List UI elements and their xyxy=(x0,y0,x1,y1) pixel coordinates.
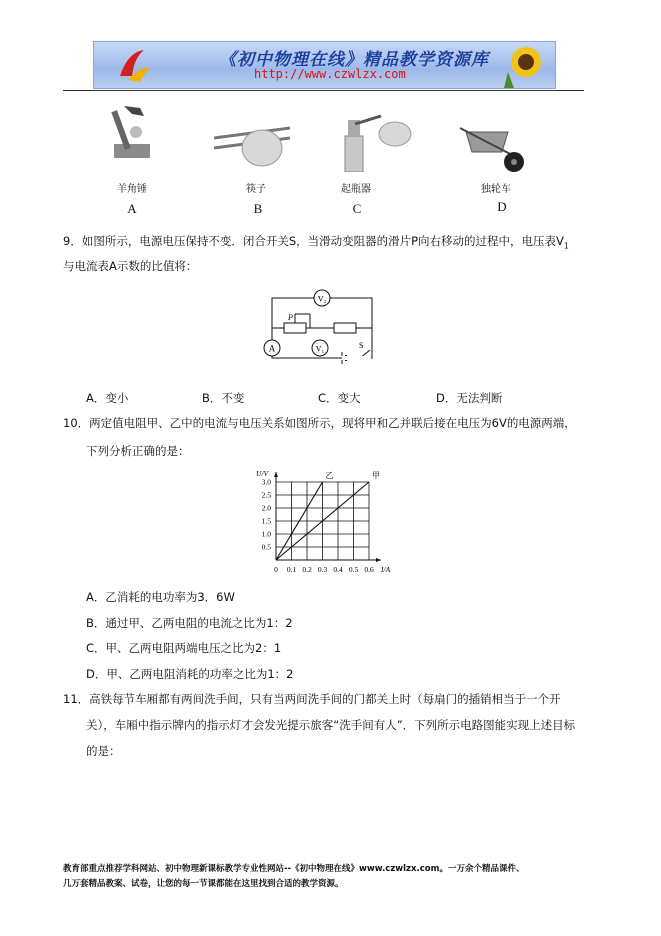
x-tick-label: 0.2 xyxy=(302,565,312,574)
x-tick-label: 0.3 xyxy=(317,565,328,574)
banner-title: 《初中物理在线》精品教学资源库 xyxy=(219,50,489,70)
banner-url[interactable]: http://www.czwlzx.com xyxy=(254,67,406,81)
ammeter-label: A xyxy=(268,343,276,354)
sunflower-icon xyxy=(494,42,554,88)
q9-option-c: C．变大 xyxy=(318,391,361,405)
q9-option-a: A．变小 xyxy=(86,391,129,405)
q10-option-b: B．通过甲、乙两电阻的电流之比为1：2 xyxy=(86,616,293,630)
tool-letter-a: A xyxy=(127,201,137,216)
y-axis-label: U/V xyxy=(256,469,269,478)
wheelbarrow-icon xyxy=(458,118,528,176)
claw-hammer-icon xyxy=(110,100,150,170)
x-tick-label: 0.4 xyxy=(333,565,343,574)
q10-line1: 10．两定值电阻甲、乙中的电流与电压关系如图所示，现将甲和乙并联后接在电压为6V的电源两端， xyxy=(63,416,576,430)
switch-s-label: S xyxy=(359,341,364,350)
x-axis-arrow xyxy=(376,558,381,562)
v1-meter-label: V₁ xyxy=(315,344,325,354)
x-tick-label: 0.6 xyxy=(364,565,374,574)
header-banner xyxy=(93,41,556,89)
y-tick-label: 1.0 xyxy=(261,529,271,539)
q9-line1: 9．如图所示，电源电压保持不变．闭合开关S，当滑动变阻器的滑片P向右移动的过程中，电压表$V_1$ xyxy=(63,234,570,251)
footer-line-2: 几万套精品教案、试卷，让您的每一节课都能在这里找到合适的教学资源。 xyxy=(63,879,344,889)
q10-line2: 下列分析正确的是： xyxy=(86,444,190,458)
q10-option-a: A．乙消耗的电功率为3．6W xyxy=(86,590,235,604)
tool-letter-b: B xyxy=(253,201,263,216)
q9-line2: 与电流表A示数的比值将： xyxy=(63,259,198,273)
y-axis-arrow xyxy=(274,472,278,477)
tool-caption-b: 筷子 xyxy=(246,184,266,195)
q9-option-d: D．无法判断 xyxy=(436,391,503,405)
chopsticks-icon xyxy=(210,108,290,172)
y-tick-label: 2.0 xyxy=(261,503,271,513)
x-tick-label: 0.5 xyxy=(348,565,359,574)
bottle-opener-icon xyxy=(335,110,415,172)
y-tick-label: 0.5 xyxy=(261,542,271,552)
header-rule xyxy=(63,90,584,91)
q10-option-d: D．甲、乙两电阻消耗的功率之比为1：2 xyxy=(86,667,294,681)
q11-line1: 11．高铁每节车厢都有两间洗手间，只有当两间洗手间的门都关上时（每扇门的插销相当于一个开 xyxy=(63,692,561,706)
slider-p-label: P xyxy=(288,313,293,322)
y-tick-label: 1.5 xyxy=(261,516,271,526)
tool-caption-a: 羊角锤 xyxy=(117,184,147,195)
tool-caption-d: 独轮车 xyxy=(481,184,511,195)
q11-line3: 的是： xyxy=(86,744,121,758)
y-tick-label: 3.0 xyxy=(261,477,271,487)
q9-option-b: B．不变 xyxy=(202,391,245,405)
footer-line-1: 教育部重点推荐学科网站、初中物理新课标教学专业性网站--《初中物理在线》www.czwlzx.com。一万余个精品课件、 xyxy=(63,864,525,874)
series-label-2: 甲 xyxy=(372,471,380,480)
x-axis-label: I/A xyxy=(381,565,391,574)
page-footer xyxy=(63,862,603,892)
q10-option-c: C．甲、乙两电阻两端电压之比为2：1 xyxy=(86,641,282,655)
tool-letter-d: D xyxy=(497,199,507,214)
site-logo-icon xyxy=(114,46,154,84)
y-tick-label: 2.5 xyxy=(261,490,271,500)
x-tick-label: 0.1 xyxy=(286,565,297,574)
x-tick-label: 0 xyxy=(274,565,278,574)
q10-iu-chart xyxy=(248,462,398,578)
series-label-1: 乙 xyxy=(325,471,334,480)
q11-line2: 关），车厢中指示牌内的指示灯才会发光提示旅客“洗手间有人”．下列所示电路图能实现上述目标 xyxy=(86,718,576,732)
tool-letter-c: C xyxy=(352,201,362,216)
v2-meter-label: V₂ xyxy=(317,294,327,304)
q9-circuit-diagram xyxy=(262,286,386,372)
tool-caption-c: 起瓶器 xyxy=(341,184,371,195)
